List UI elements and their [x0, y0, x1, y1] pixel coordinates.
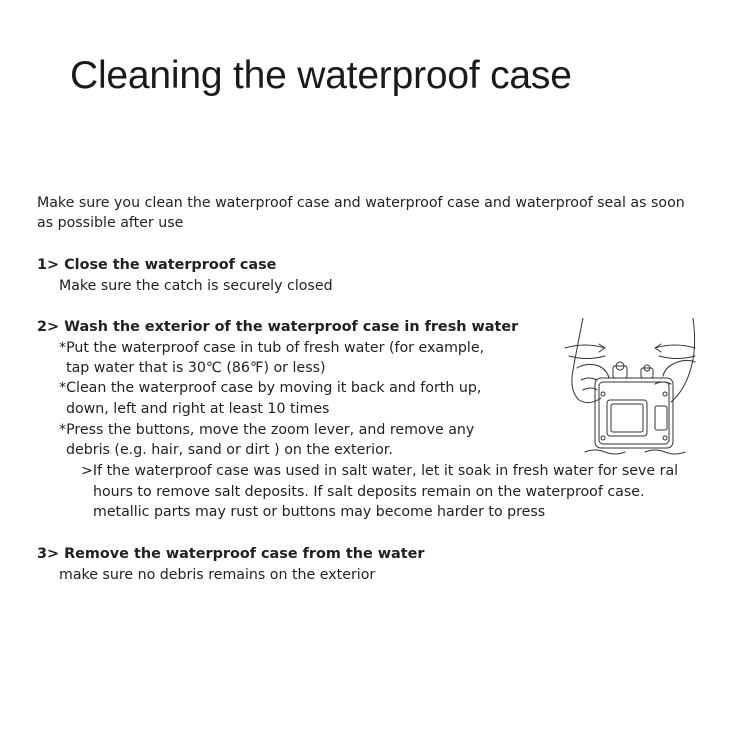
step-2-line-5: *Press the buttons, move the zoom lever, and remove any — [59, 422, 475, 438]
step-3-heading: 3> Remove the waterproof case from the water — [37, 546, 425, 562]
step-2-line-2: tap water that is 30℃ (86℉) or less) — [66, 360, 326, 376]
intro-line-1: Make sure you clean the waterproof case and waterproof case and waterproof seal as soon — [37, 195, 685, 211]
step-2-line-4: down, left and right at least 10 times — [66, 401, 330, 417]
step-1-line-1: Make sure the catch is securely closed — [59, 278, 333, 294]
step-1-heading: 1> Close the waterproof case — [37, 257, 277, 273]
step-2-note-line-1: >If the waterproof case was used in salt water, let it soak in fresh water for seve ral — [81, 463, 679, 479]
page-title: Cleaning the waterproof case — [70, 54, 572, 97]
step-3-line-1: make sure no debris remains on the exterior — [59, 567, 376, 583]
step-2-note-line-3: metallic parts may rust or buttons may become harder to press — [93, 504, 546, 520]
step-2-heading: 2> Wash the exterior of the waterproof case in fresh water — [37, 319, 519, 335]
step-2-line-6: debris (e.g. hair, sand or dirt ) on the exterior. — [66, 442, 393, 458]
step-2-line-1: *Put the waterproof case in tub of fresh water (for example, — [59, 340, 485, 356]
step-2-note-line-2: hours to remove salt deposits. If salt deposits remain on the waterproof case. — [93, 484, 645, 500]
step-2-line-3: *Clean the waterproof case by moving it back and forth up, — [59, 380, 482, 396]
intro-line-2: as possible after use — [37, 215, 184, 231]
hands-washing-case-icon — [555, 318, 715, 460]
